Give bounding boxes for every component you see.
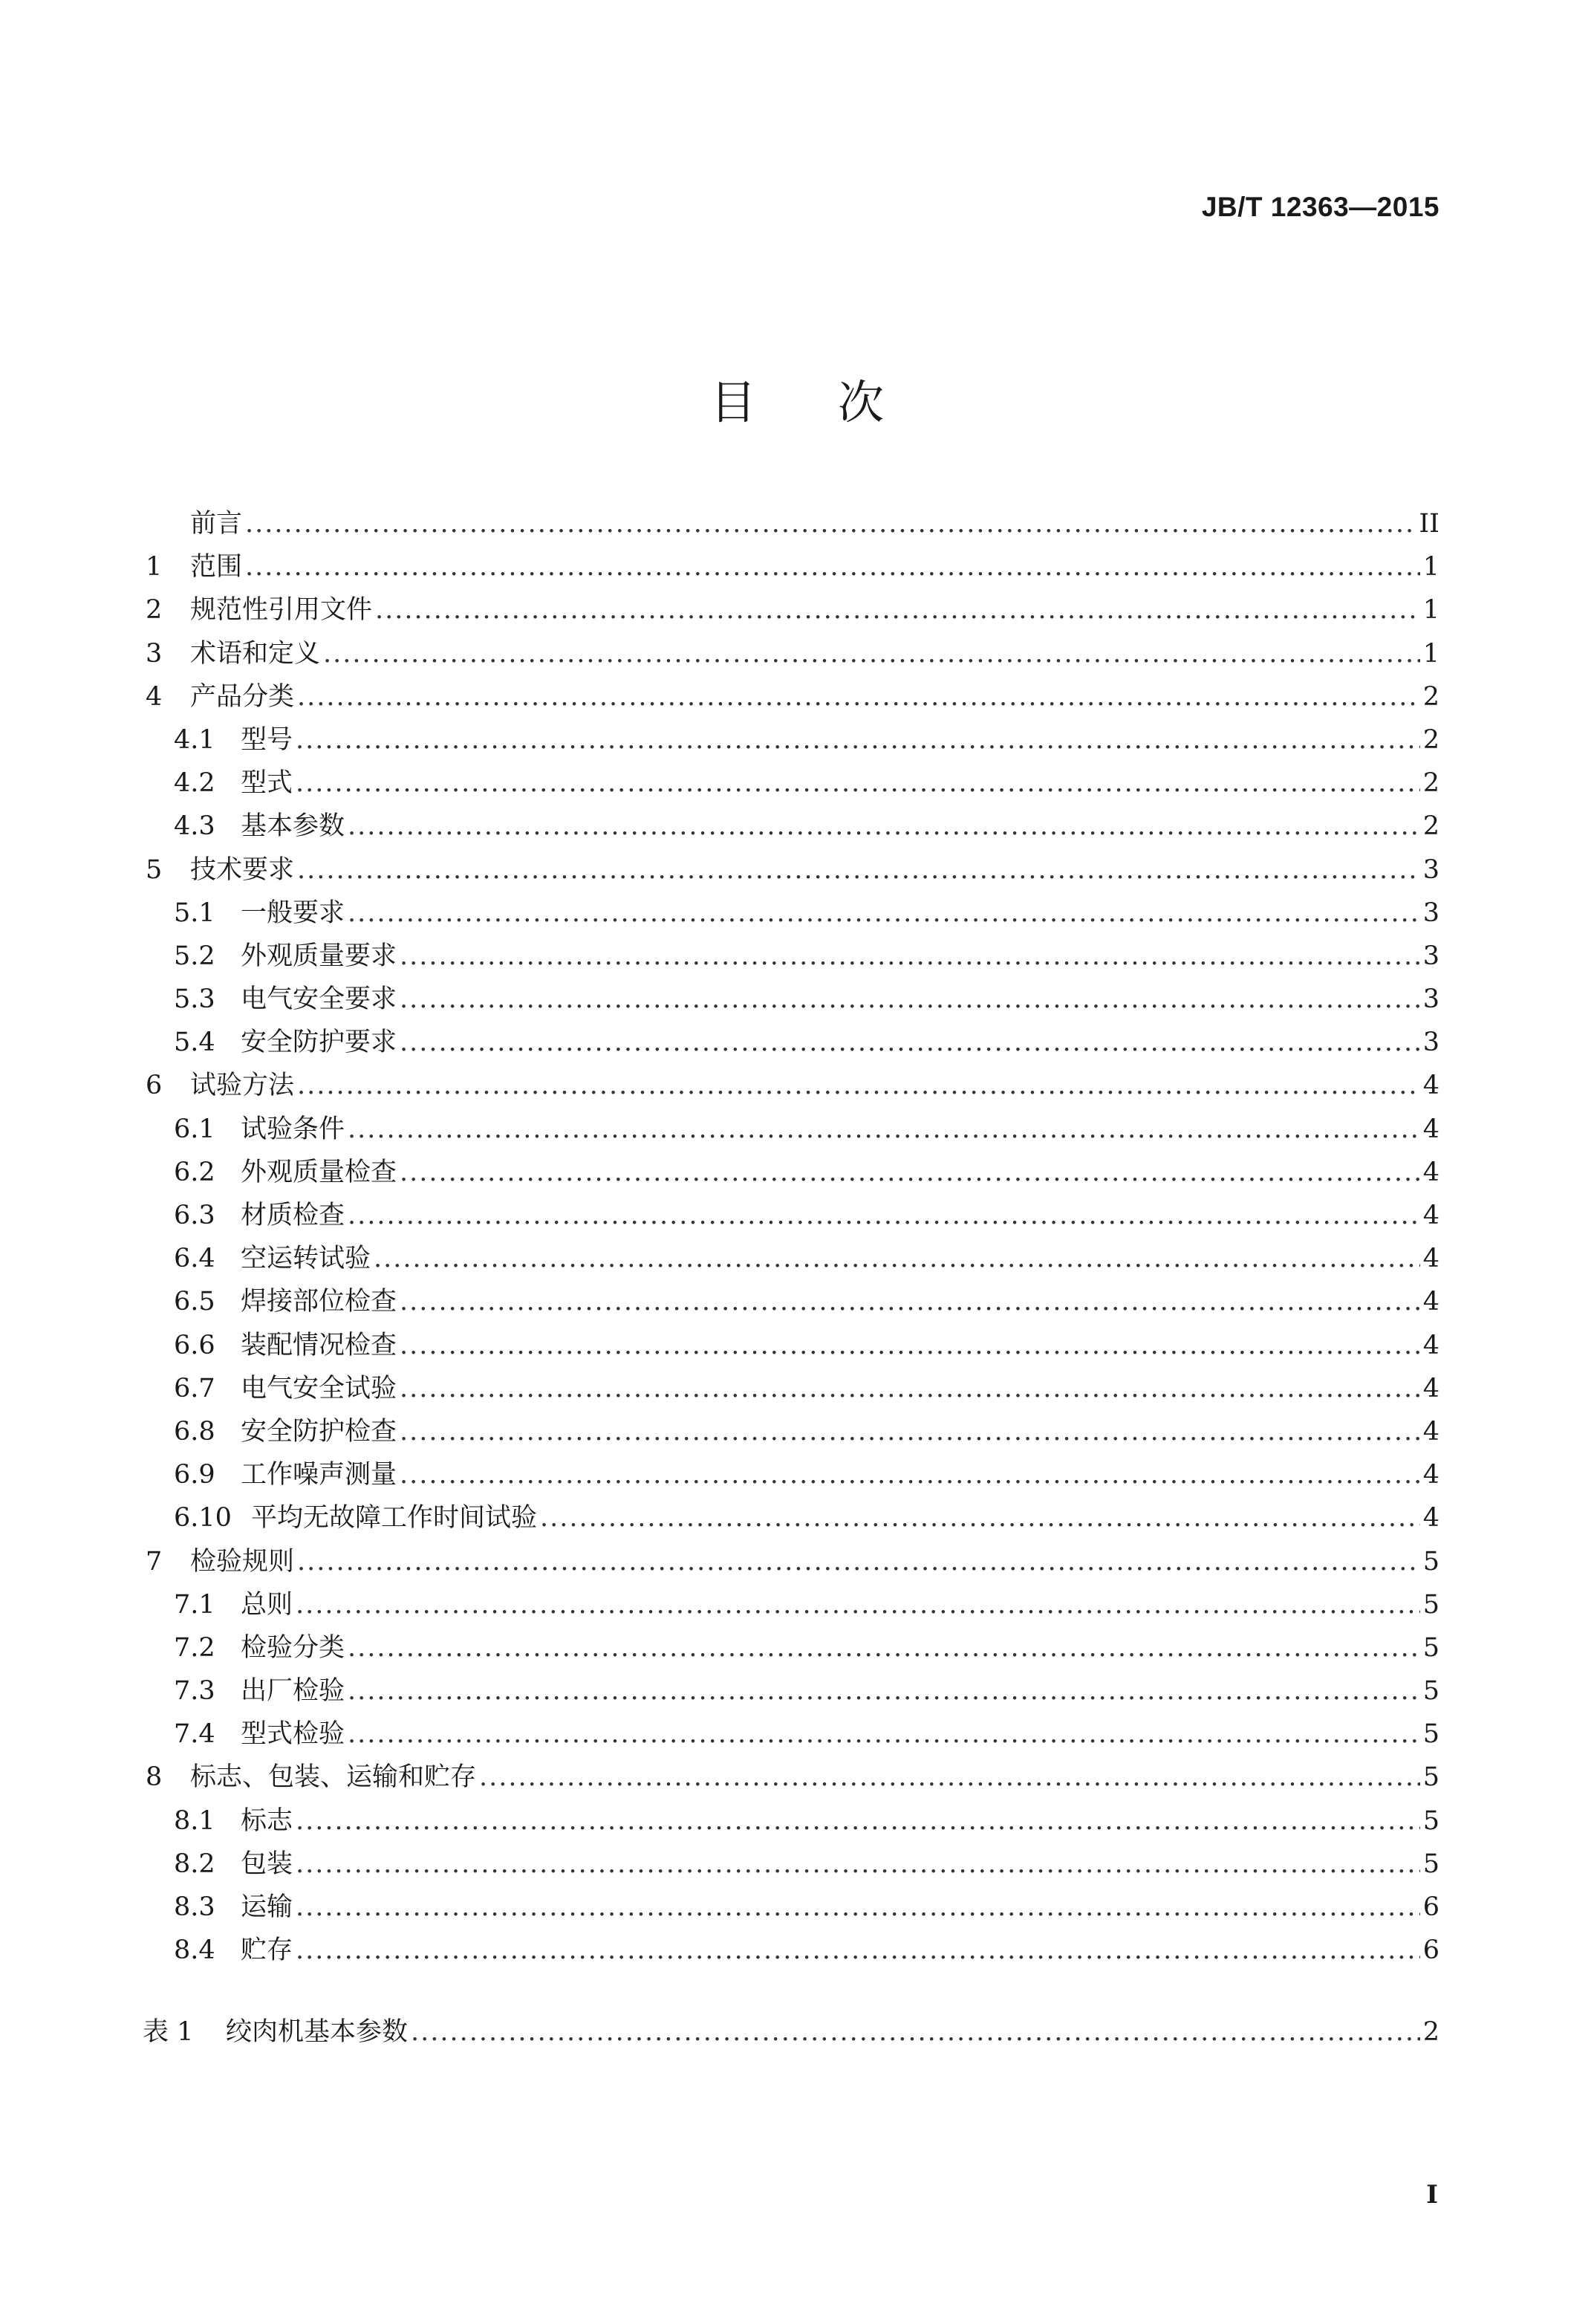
dot-leader: [400, 1151, 1420, 1194]
toc-entry[interactable]: [146, 1929, 1440, 1972]
entry-page-number: 3: [1422, 854, 1440, 885]
dot-leader: [297, 1540, 1420, 1583]
dot-leader: [297, 848, 1420, 892]
dot-leader: [348, 1669, 1420, 1713]
toc-entry[interactable]: [146, 545, 1440, 588]
dot-leader: [479, 1756, 1420, 1799]
toc-entry[interactable]: [146, 1194, 1440, 1237]
toc-entry[interactable]: [146, 1021, 1440, 1064]
entry-title: 试验条件: [241, 1114, 345, 1144]
toc-entry[interactable]: [146, 892, 1440, 935]
entry-page-number: 5: [1422, 1632, 1440, 1663]
entry-number: 表 1: [143, 2017, 194, 2047]
dot-leader: [348, 1626, 1420, 1669]
page-title: 目次: [709, 375, 966, 429]
dot-leader: [245, 545, 1420, 588]
toc-entry[interactable]: [146, 502, 1440, 545]
entry-page-number: 4: [1422, 1503, 1440, 1533]
entry-title: 产品分类: [190, 681, 295, 712]
dot-leader: [348, 1713, 1420, 1756]
dot-leader: [296, 762, 1420, 805]
entry-page-number: 5: [1422, 1762, 1440, 1793]
entry-number: 6: [146, 1071, 163, 1101]
toc-entry[interactable]: [146, 762, 1440, 805]
dot-leader: [348, 805, 1420, 848]
entry-number: 1: [146, 552, 163, 582]
entry-title: 范围: [190, 552, 243, 582]
entry-number: 7.1: [174, 1589, 215, 1620]
entry-title: 安全防护检查: [241, 1416, 397, 1447]
dot-leader: [297, 675, 1420, 718]
entry-number: 6.1: [174, 1114, 215, 1144]
entry-page-number: 1: [1422, 595, 1440, 626]
entry-title: 技术要求: [190, 854, 295, 885]
entry-page-number: 4: [1422, 1373, 1440, 1403]
entry-number: 6.2: [174, 1157, 215, 1187]
toc-entry[interactable]: [146, 1280, 1440, 1323]
entry-number: 5.2: [174, 941, 215, 971]
toc-entry[interactable]: [146, 1583, 1440, 1626]
entry-title: 总则: [241, 1589, 293, 1620]
entry-number: 6.3: [174, 1201, 215, 1230]
entry-page-number: 3: [1422, 941, 1440, 971]
standard-code: JB/T 12363—2015: [1201, 192, 1440, 222]
toc-entry[interactable]: [146, 1108, 1440, 1151]
entry-title: 型号: [241, 724, 293, 755]
entry-page-number: 1: [1422, 552, 1440, 582]
entry-number: 5.4: [174, 1028, 215, 1058]
entry-title: 装配情况检查: [241, 1330, 397, 1360]
entry-title: 材质检查: [241, 1201, 345, 1230]
dot-leader: [400, 1453, 1420, 1496]
entry-title: 检验分类: [241, 1632, 345, 1663]
toc-entry[interactable]: [146, 1756, 1440, 1799]
entry-page-number: 5: [1422, 1676, 1440, 1707]
entry-page-number: 4: [1422, 1071, 1440, 1101]
entry-title: 型式: [241, 768, 293, 799]
toc-entry[interactable]: [146, 1496, 1440, 1539]
dot-leader: [400, 1021, 1420, 1064]
toc-entry[interactable]: [146, 1453, 1440, 1496]
entry-number: 6.9: [174, 1460, 215, 1490]
entry-number: 3: [146, 638, 163, 669]
dot-leader: [348, 892, 1420, 935]
entry-number: 6.5: [174, 1287, 215, 1317]
entry-title: 出厂检验: [241, 1676, 345, 1707]
entry-page-number: 2: [1422, 2017, 1440, 2047]
toc-entry[interactable]: [146, 1713, 1440, 1756]
entry-number: 7: [146, 1546, 163, 1577]
toc-entry[interactable]: [146, 978, 1440, 1021]
entry-title: 空运转试验: [241, 1244, 371, 1274]
entry-number: 8.3: [174, 1892, 215, 1922]
entry-title: 标志、包装、运输和贮存: [190, 1762, 477, 1793]
toc-entry[interactable]: [146, 1237, 1440, 1280]
dot-leader: [400, 1410, 1420, 1453]
toc-entry[interactable]: [146, 1843, 1440, 1886]
entry-number: 7.4: [174, 1719, 215, 1750]
toc-entry[interactable]: [146, 632, 1440, 675]
entry-number: 4.1: [174, 724, 215, 755]
entry-page-number: 3: [1422, 898, 1440, 928]
entry-title: 一般要求: [241, 898, 345, 928]
entry-title: 外观质量检查: [241, 1157, 397, 1187]
entry-title: 绞肉机基本参数: [226, 2017, 409, 2047]
entry-page-number: 6: [1422, 1935, 1440, 1966]
dot-leader: [374, 1237, 1420, 1280]
dot-leader: [348, 1194, 1420, 1237]
dot-leader: [296, 1886, 1420, 1929]
entry-page-number: 5: [1422, 1849, 1440, 1879]
dot-leader: [400, 978, 1420, 1021]
toc-entry[interactable]: [146, 1064, 1440, 1107]
entry-page-number: 4: [1422, 1244, 1440, 1274]
toc-entry[interactable]: [146, 588, 1440, 632]
entry-title: 贮存: [241, 1935, 293, 1966]
dot-leader: [296, 1799, 1420, 1843]
toc-entry[interactable]: [146, 805, 1440, 848]
dot-leader: [400, 1324, 1420, 1367]
entry-number: 2: [146, 595, 163, 626]
dot-leader: [411, 2010, 1420, 2054]
dot-leader: [245, 502, 1416, 545]
toc-entry[interactable]: [146, 935, 1440, 978]
toc-entry[interactable]: [146, 1324, 1440, 1367]
toc-entry[interactable]: [146, 1540, 1440, 1583]
entry-title: 前言: [190, 509, 243, 539]
entry-number: 5: [146, 854, 163, 885]
entry-number: 8.1: [174, 1805, 215, 1836]
entry-title: 电气安全要求: [241, 984, 397, 1015]
entry-page-number: 6: [1422, 1892, 1440, 1922]
entry-page-number: 4: [1422, 1114, 1440, 1144]
dot-leader: [323, 632, 1420, 675]
entry-number: 7.2: [174, 1632, 215, 1663]
toc-entry[interactable]: [146, 1410, 1440, 1453]
entry-title: 运输: [241, 1892, 293, 1922]
toc-entry[interactable]: [146, 675, 1440, 718]
entry-number: 4: [146, 681, 163, 712]
toc-entry[interactable]: [146, 1626, 1440, 1669]
entry-number: 6.10: [174, 1503, 232, 1533]
table-of-contents: [146, 502, 1440, 1972]
entry-title: 基本参数: [241, 811, 345, 842]
toc-entry[interactable]: [146, 1367, 1440, 1410]
toc-entry[interactable]: [146, 1669, 1440, 1713]
dot-leader: [540, 1496, 1420, 1539]
entry-page-number: 4: [1422, 1460, 1440, 1490]
entry-title: 外观质量要求: [241, 941, 397, 971]
dot-leader: [297, 1064, 1420, 1107]
entry-title: 型式检验: [241, 1719, 345, 1750]
toc-entry[interactable]: [146, 1799, 1440, 1843]
entry-number: 6.6: [174, 1330, 215, 1360]
entry-title: 安全防护要求: [241, 1028, 397, 1058]
dot-leader: [400, 1280, 1420, 1323]
entry-title: 术语和定义: [190, 638, 321, 669]
entry-title: 规范性引用文件: [190, 595, 373, 626]
entry-title: 工作噪声测量: [241, 1460, 397, 1490]
dot-leader: [400, 1367, 1420, 1410]
entry-page-number: 4: [1422, 1416, 1440, 1447]
dot-leader: [296, 1929, 1420, 1972]
entry-page-number: 4: [1422, 1201, 1440, 1230]
entry-title: 平均无故障工作时间试验: [251, 1503, 538, 1533]
dot-leader: [296, 1583, 1420, 1626]
toc-entry[interactable]: [146, 848, 1440, 892]
table-entry[interactable]: [143, 2010, 1440, 2054]
entry-page-number: 2: [1422, 768, 1440, 799]
entry-title: 标志: [241, 1805, 293, 1836]
entry-page-number: 4: [1422, 1157, 1440, 1187]
entry-number: 5.3: [174, 984, 215, 1015]
entry-page-number: 3: [1422, 1028, 1440, 1058]
entry-page-number: 5: [1422, 1805, 1440, 1836]
dot-leader: [296, 718, 1420, 762]
toc-entry[interactable]: [146, 718, 1440, 762]
entry-number: 5.1: [174, 898, 215, 928]
list-of-tables: [143, 2010, 1440, 2054]
dot-leader: [400, 935, 1420, 978]
entry-title: 电气安全试验: [241, 1373, 397, 1403]
entry-number: 4.3: [174, 811, 215, 842]
entry-number: 6.7: [174, 1373, 215, 1403]
toc-entry[interactable]: [146, 1151, 1440, 1194]
entry-page-number: 5: [1422, 1589, 1440, 1620]
entry-title: 检验规则: [190, 1546, 295, 1577]
entry-page-number: 1: [1422, 638, 1440, 669]
entry-page-number: 4: [1422, 1287, 1440, 1317]
entry-number: 6.4: [174, 1244, 215, 1274]
entry-number: 6.8: [174, 1416, 215, 1447]
toc-entry[interactable]: [146, 1886, 1440, 1929]
entry-number: 8.2: [174, 1849, 215, 1879]
entry-number: 8.4: [174, 1935, 215, 1966]
entry-page-number: II: [1419, 509, 1440, 539]
dot-leader: [348, 1108, 1420, 1151]
entry-page-number: 3: [1422, 984, 1440, 1015]
entry-title: 包装: [241, 1849, 293, 1879]
entry-page-number: 4: [1422, 1330, 1440, 1360]
dot-leader: [375, 588, 1420, 632]
entry-page-number: 5: [1422, 1719, 1440, 1750]
dot-leader: [296, 1843, 1420, 1886]
entry-page-number: 2: [1422, 724, 1440, 755]
entry-page-number: 2: [1422, 811, 1440, 842]
entry-page-number: 5: [1422, 1546, 1440, 1577]
entry-title: 试验方法: [190, 1071, 295, 1101]
entry-number: 8: [146, 1762, 163, 1793]
entry-title: 焊接部位检查: [241, 1287, 397, 1317]
entry-number: 7.3: [174, 1676, 215, 1707]
page-number: I: [1426, 2180, 1438, 2210]
entry-number: 4.2: [174, 768, 215, 799]
entry-page-number: 2: [1422, 681, 1440, 712]
